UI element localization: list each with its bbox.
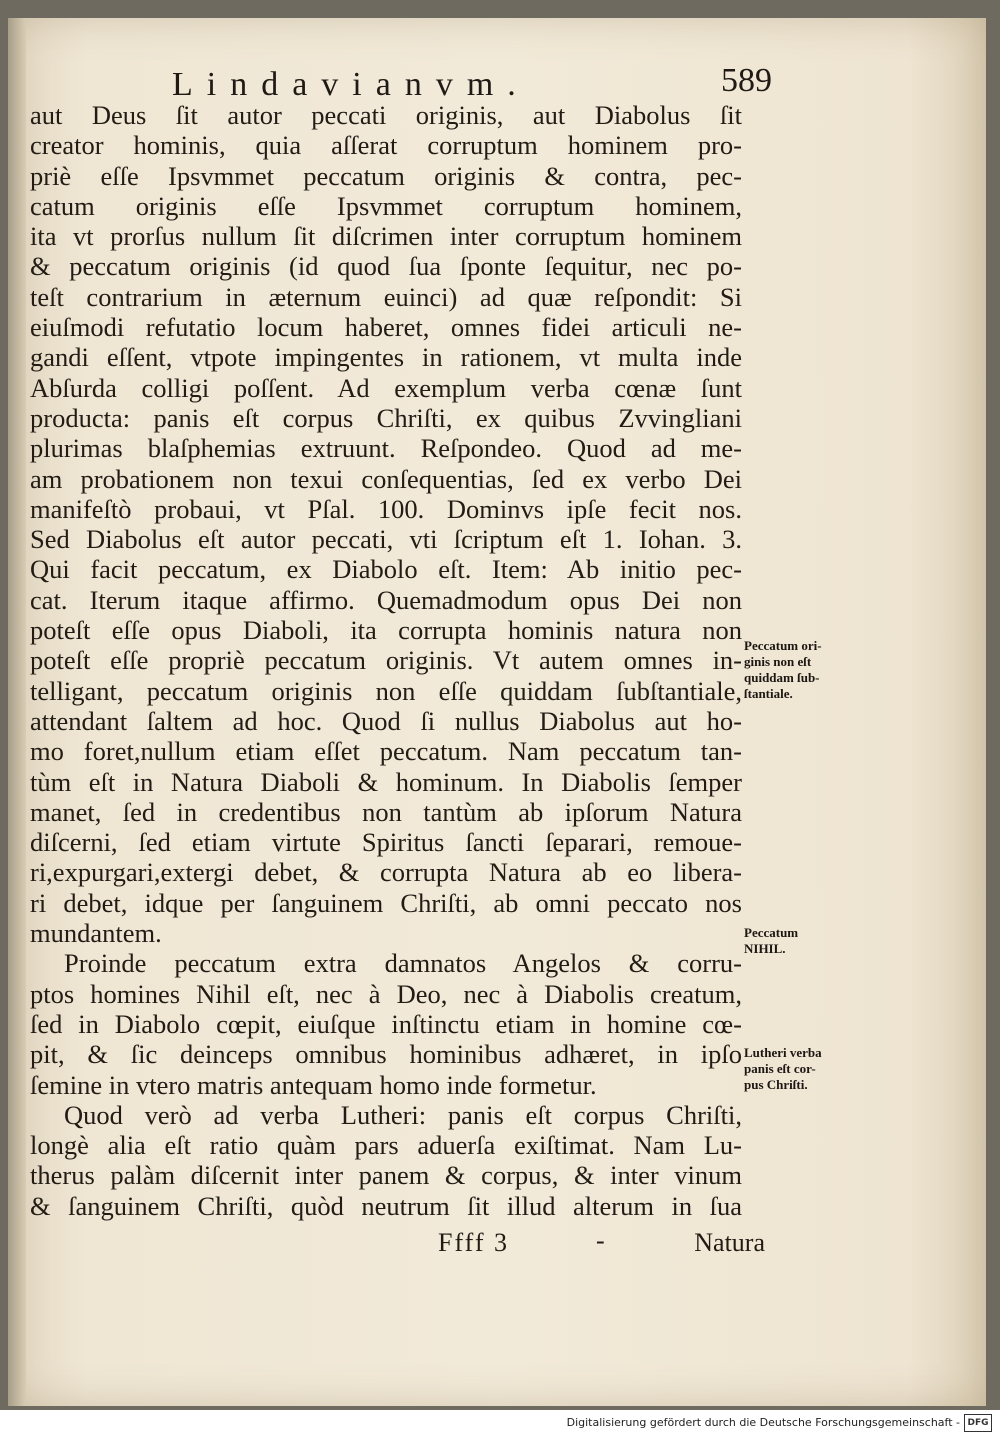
digitization-footer xyxy=(0,1410,1000,1440)
text-line: telligant, peccatum originis non eſſe quiddam ſubſtantiale, xyxy=(30,675,742,706)
text-line: Qui facit peccatum, ex Diabolo eſt. Item: Ab initio pec- xyxy=(30,554,742,585)
margin-note-line: Peccatum ori- xyxy=(744,638,822,653)
text-line: ri debet, idque per ſanguinem Chriſti, ab omni peccato nos xyxy=(30,887,742,918)
text-line: Proinde peccatum extra damnatos Angelos & corru- xyxy=(64,948,742,979)
page-header xyxy=(172,58,772,106)
margin-note-line: pus Chriſti. xyxy=(744,1077,808,1092)
text-line: ptos homines Nihil eſt, nec à Deo, nec à Diabolis creatum, xyxy=(30,978,742,1009)
catchline-dash: - xyxy=(596,1226,605,1255)
running-head: Lindavianvm. xyxy=(172,66,530,103)
text-line: catum originis eſſe Ipsvmmet corruptum hominem, xyxy=(30,190,742,221)
page-number: 589 xyxy=(721,62,772,99)
text-line: longè alia eſt ratio quàm pars aduerſa exiſtimat. Nam Lu- xyxy=(30,1130,742,1161)
page-gutter xyxy=(8,18,26,1406)
text-line: Quod verò ad verba Lutheri: panis eſt corpus Chriſti, xyxy=(64,1099,742,1130)
text-line: mundantem. xyxy=(30,918,162,949)
text-line: ri,expurgari,extergi debet, & corrupta Natura ab eo libera- xyxy=(30,857,742,888)
dfg-logo: DFG xyxy=(964,1414,992,1432)
text-line: Abſurda colligi poſſent. Ad exemplum verba cœnæ ſunt xyxy=(30,372,742,403)
text-line: ſed in Diabolo cœpit, eiuſque inſtinctu etiam in homine cœ- xyxy=(30,1008,742,1039)
catchline xyxy=(430,1228,765,1262)
text-line: tùm eſt in Natura Diaboli & hominum. In Diabolis ſemper xyxy=(30,766,742,797)
text-line: cat. Iterum itaque affirmo. Quemadmodum opus Dei non xyxy=(30,584,742,615)
margin-note-lutheri xyxy=(744,1045,894,1093)
text-line: attendant ſaltem ad hoc. Quod ſi nullus Diabolus aut ho- xyxy=(30,705,742,736)
text-line: ita vt prorſus nullum ſit diſcrimen inter corruptum hominem xyxy=(30,221,742,252)
margin-note-line: quiddam ſub- xyxy=(744,670,820,685)
text-line: producta: panis eſt corpus Chriſti, ex quibus Zvvingliani xyxy=(30,402,742,433)
margin-note-substantiale xyxy=(744,638,894,702)
text-line: creator hominis, quia aſſerat corruptum hominem pro- xyxy=(30,130,742,161)
text-line: am probationem non texui conſequentias, ſed ex verbo Dei xyxy=(30,463,742,494)
text-line: Sed Diabolus eſt autor peccati, vti ſcriptum eſt 1. Iohan. 3. xyxy=(30,524,742,555)
signature-mark: Ffff 3 xyxy=(438,1228,509,1257)
text-line: priè eſſe Ipsvmmet peccatum originis & contra, pec- xyxy=(30,160,742,191)
margin-note-nihil xyxy=(744,925,894,957)
text-line: poteſt eſſe propriè peccatum originis. Vt autem omnes in- xyxy=(30,645,742,676)
margin-note-line: panis eſt cor- xyxy=(744,1061,816,1076)
catchword: Natura xyxy=(694,1228,765,1257)
text-line: plurimas blaſphemias extruunt. Reſpondeo. Quod ad me- xyxy=(30,433,742,464)
text-line: manet, ſed in credentibus non tantùm ab ipſorum Natura xyxy=(30,796,742,827)
text-line: ſemine in vtero matris antequam homo inde formetur. xyxy=(30,1069,597,1100)
body-text xyxy=(30,100,742,1221)
margin-note-line: ginis non eſt xyxy=(744,654,812,669)
funding-credit: Digitalisierung gefördert durch die Deutsche Forschungsgemeinschaft - xyxy=(566,1416,960,1429)
text-line: pit, & ſic deinceps omnibus hominibus adhæret, in ipſo xyxy=(30,1039,742,1070)
text-line: & peccatum originis (id quod ſua ſponte ſequitur, nec po- xyxy=(30,251,742,282)
text-line: aut Deus ſit autor peccati originis, aut Diabolus ſit xyxy=(30,100,742,130)
text-line: gandi eſſent, vtpote impingentes in rationem, vt multa inde xyxy=(30,342,742,373)
text-line: therus palàm diſcernit inter panem & corpus, & inter vinum xyxy=(30,1160,742,1191)
text-line: & ſanguinem Chriſti, quòd neutrum ſit illud alterum in ſua xyxy=(30,1190,742,1221)
text-line: teſt contrarium in æternum euinci) ad quæ reſpondit: Si xyxy=(30,281,742,312)
text-line: manifeſtò probaui, vt Pſal. 100. Dominvs ipſe fecit nos. xyxy=(30,493,742,524)
text-line: poteſt eſſe opus Diaboli, ita corrupta hominis natura non xyxy=(30,615,742,646)
text-line: eiuſmodi refutatio locum haberet, omnes fidei articuli ne- xyxy=(30,312,742,343)
margin-note-line: NIHIL. xyxy=(744,941,786,956)
margin-note-line: Lutheri verba xyxy=(744,1045,822,1060)
margin-note-line: Peccatum xyxy=(744,925,799,940)
margin-note-line: ſtantiale. xyxy=(744,686,793,701)
text-line: diſcerni, ſed etiam virtute Spiritus ſancti ſeparari, remoue- xyxy=(30,827,742,858)
text-line: mo foret,nullum etiam eſſet peccatum. Nam peccatum tan- xyxy=(30,736,742,767)
